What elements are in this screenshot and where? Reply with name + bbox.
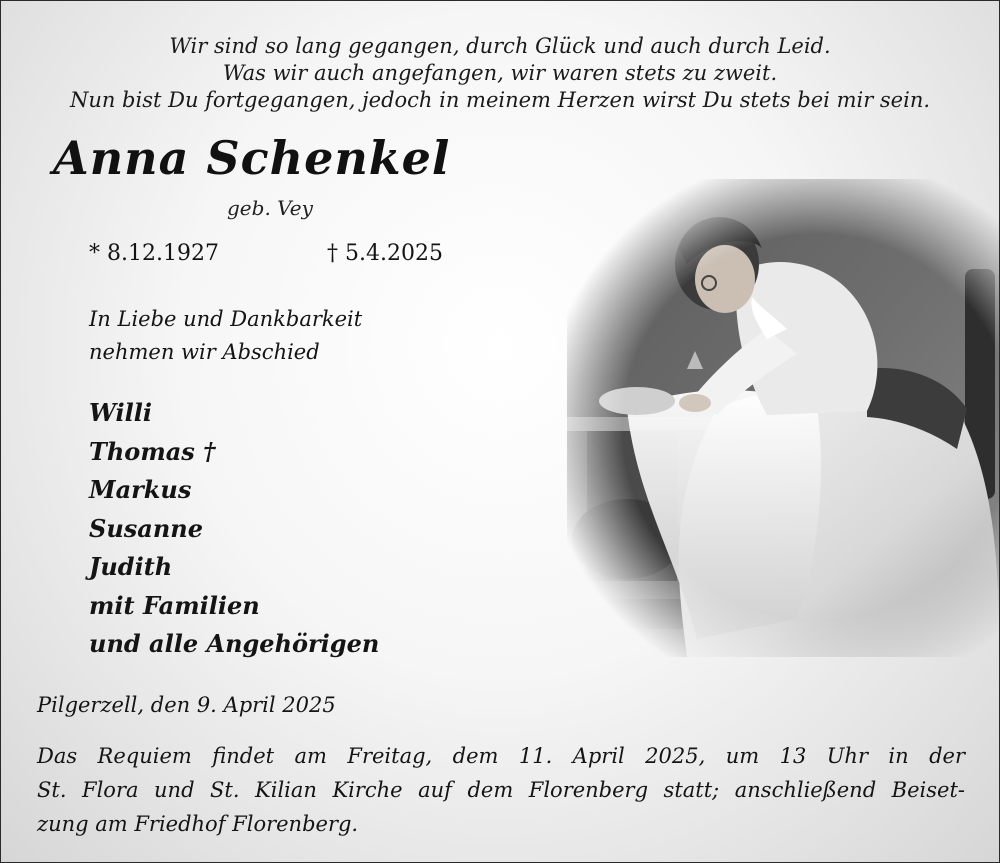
mourner: mit Familien xyxy=(89,590,260,620)
poem-line: Was wir auch angefangen, wir waren stets zu zweit. xyxy=(222,61,778,85)
service-info xyxy=(37,739,965,841)
poem xyxy=(1,33,999,114)
place-date: Pilgerzell, den 9. April 2025 xyxy=(37,693,336,717)
service-line: St. Flora und St. Kilian Kirche auf dem Florenberg statt; anschließend Beiset- xyxy=(37,778,965,802)
poem-line: Wir sind so lang gegangen, durch Glück und auch durch Leid. xyxy=(169,34,831,58)
intro-line: nehmen wir Abschied xyxy=(89,340,320,364)
mourner: und alle Angehörigen xyxy=(89,629,380,658)
mourner: Thomas † xyxy=(89,436,216,466)
mourner: Willi xyxy=(89,398,152,427)
farewell-intro xyxy=(89,303,362,369)
deceased-name: Anna Schenkel xyxy=(53,131,451,185)
service-line: Das Requiem findet am Freitag, dem 11. April 2025, um 13 Uhr in der xyxy=(37,744,965,768)
memorial-photo xyxy=(567,179,999,657)
mourners-list xyxy=(89,394,379,664)
service-line: zung am Friedhof Florenberg. xyxy=(37,812,359,836)
mourner: Markus xyxy=(89,475,192,504)
mourner: Judith xyxy=(89,552,173,581)
poem-line: Nun bist Du fortgegangen, jedoch in meinem Herzen wirst Du stets bei mir sein. xyxy=(69,88,931,112)
death-date: † 5.4.2025 xyxy=(327,241,443,266)
mourner: Susanne xyxy=(89,513,204,543)
woman-sewing-illustration xyxy=(567,179,999,657)
birth-date: * 8.12.1927 xyxy=(89,241,219,266)
intro-line: In Liebe und Dankbarkeit xyxy=(89,307,363,331)
maiden-name: geb. Vey xyxy=(227,196,313,220)
